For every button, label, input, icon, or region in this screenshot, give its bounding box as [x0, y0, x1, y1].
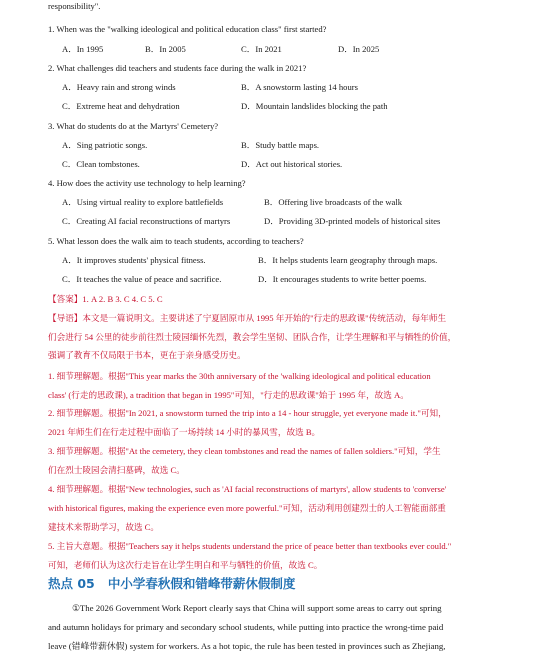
explanation-line-3: 2. 细节理解题。根据"In 2021, a snowstorm turned the trip into a 14 - hour struggle, yet everyone made it."可知， — [48, 408, 447, 418]
question-4-option-a: A．Using virtual reality to explore battlefields — [62, 197, 224, 207]
question-3-option-a: A．Sing patriotic songs. — [62, 140, 148, 150]
question-1-option-b: B．In 2005 — [145, 44, 186, 54]
question-5-stem: 5. What lesson does the walk aim to teach students, according to teachers? — [48, 236, 304, 246]
question-5-option-b: B．It helps students learn geography through maps. — [258, 255, 438, 265]
passage-line-2: and autumn holidays for primary and secondary school students, while putting into practice the wrong-time paid — [48, 622, 444, 632]
explanation-line-5: 3. 细节理解题。根据"At the cemetery, they clean tombstones and read the names of fallen soldiers."可知，学生 — [48, 446, 441, 456]
question-3-option-b: B．Study battle maps. — [241, 140, 320, 150]
question-5-option-c: C．It teaches the value of peace and sacrifice. — [62, 274, 222, 284]
question-2-option-b: B．A snowstorm lasting 14 hours — [241, 82, 358, 92]
explanation-line-4: 2021 年师生们在行走过程中面临了一场持续 14 小时的暴风雪，故选 B。 — [48, 427, 321, 437]
hot-topic-heading — [48, 576, 295, 592]
question-1-option-c: C．In 2021 — [241, 44, 282, 54]
question-5-option-d: D．It encourages students to write better poems. — [258, 274, 427, 284]
question-4-option-b: B．Offering live broadcasts of the walk — [264, 197, 403, 207]
explanation-line-9: 建技术来帮助学习，故选 C。 — [48, 522, 160, 532]
previous-passage-fragment: responsibility". — [48, 1, 101, 11]
answer-key: 【答案】1. A 2. B 3. C 4. C 5. C — [48, 294, 163, 304]
explanation-line-11: 可知，老师们认为这次行走旨在让学生明白和平与牺牲的价值，故选 C。 — [48, 560, 323, 570]
question-1-option-a: A．In 1995 — [62, 44, 104, 54]
explanation-line-1: 1. 细节理解题。根据"This year marks the 30th anniversary of the 'walking ideological and political education — [48, 371, 431, 381]
question-3-option-d: D．Act out historical stories. — [241, 159, 343, 169]
explanation-line-2: class' (行走的思政课), a tradition that began in 1995"可知，"行走的思政课"始于 1995 年，故选 A。 — [48, 390, 409, 400]
explanation-line-7: 4. 细节理解题。根据"New technologies, such as 'AI facial reconstructions of martyrs', allow students to 'converse' — [48, 484, 447, 494]
guide-line-3: 强调了教育不仅局限于书本，更在于亲身感受历史。 — [48, 350, 246, 360]
passage-line-3: leave (错峰带薪休假) system for workers. As a hot topic, the rule has been tested in provinces such as Zhejiang, — [48, 641, 446, 651]
question-2-option-d: D．Mountain landslides blocking the path — [241, 101, 388, 111]
question-4-option-c: C．Creating AI facial reconstructions of martyrs — [62, 216, 231, 226]
question-4-option-d: D．Providing 3D-printed models of historical sites — [264, 216, 441, 226]
question-4-stem: 4. How does the activity use technology to help learning? — [48, 178, 246, 188]
question-3-option-c: C．Clean tombstones. — [62, 159, 140, 169]
guide-line-2: 们会进行 54 公里的徒步前往烈士陵园缅怀先烈，教会学生坚韧、团队合作，让学生理解和平与牺牲的价值， — [48, 332, 457, 342]
explanation-line-10: 5. 主旨大意题。根据"Teachers say it helps students understand the price of peace better than textbooks ever could." — [48, 541, 452, 551]
question-2-option-c: C．Extreme heat and dehydration — [62, 101, 180, 111]
explanation-line-6: 们在烈士陵园会清扫墓碑，故选 C。 — [48, 465, 185, 475]
hot-topic-label: 热点 05 — [48, 576, 95, 591]
hot-topic-title: 中小学春秋假和错峰带薪休假制度 — [107, 576, 296, 591]
passage-line-1: ①The 2026 Government Work Report clearly says that China will support some areas to carry out spring — [72, 603, 442, 613]
question-1-stem: 1. When was the "walking ideological and political education class" first started? — [48, 24, 327, 34]
explanation-line-8: with historical figures, making the experience even more powerful."可知，活动利用创建烈士的人工智能面部重 — [48, 503, 446, 513]
question-3-stem: 3. What do students do at the Martyrs' Cemetery? — [48, 121, 219, 131]
question-1-option-d: D．In 2025 — [338, 44, 380, 54]
question-2-option-a: A．Heavy rain and strong winds — [62, 82, 176, 92]
question-5-option-a: A．It improves students' physical fitness. — [62, 255, 206, 265]
guide-line-1: 【导语】本文是一篇说明文。主要讲述了宁夏固原市从 1995 年开始的"行走的思政课"传统活动，每年师生 — [48, 313, 447, 323]
question-2-stem: 2. What challenges did teachers and students face during the walk in 2021? — [48, 63, 307, 73]
